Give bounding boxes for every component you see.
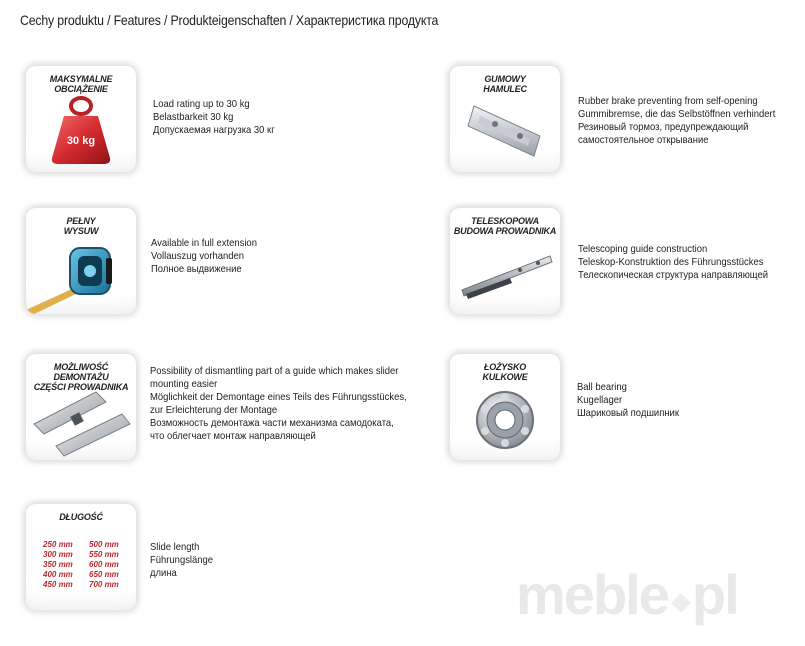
desc-rubber-brake bbox=[578, 95, 775, 147]
dismantle-guide-icon bbox=[26, 384, 136, 460]
desc-line: Rubber brake preventing from self-opening bbox=[578, 95, 758, 107]
desc-ball-bearing bbox=[577, 381, 679, 420]
page-title: Cechy produktu / Features / Produkteigenschaften / Характеристика продукта bbox=[20, 12, 439, 28]
desc-line: Telescoping guide construction bbox=[578, 243, 708, 255]
desc-line: Gummibremse, die das Selbstöffnen verhindert bbox=[578, 108, 776, 120]
desc-line: Possibility of dismantling part of a guide which makes slider bbox=[150, 365, 399, 377]
card-full-extension bbox=[26, 208, 136, 314]
tape-measure-icon bbox=[26, 238, 136, 314]
card-label: MAKSYMALNE OBCIĄŻENIE bbox=[49, 74, 113, 94]
length-size: 400 mm bbox=[43, 570, 73, 579]
desc-max-load bbox=[153, 98, 275, 137]
length-sizes bbox=[43, 540, 133, 590]
rubber-brake-icon bbox=[450, 96, 560, 172]
card-ball-bearing bbox=[450, 354, 560, 460]
desc-line: Teleskop-Konstruktion des Führungsstückes bbox=[578, 256, 764, 268]
card-label: DŁUGOŚĆ bbox=[59, 512, 103, 522]
weight-icon bbox=[26, 96, 136, 172]
desc-line: zur Erleichterung der Montage bbox=[150, 404, 278, 416]
desc-line: Полное выдвижение bbox=[151, 263, 242, 275]
desc-full-extension bbox=[151, 237, 257, 276]
card-label: ŁOŻYSKO KULKOWE bbox=[482, 362, 528, 382]
card-slide-length bbox=[26, 504, 136, 610]
desc-line: Führungslänge bbox=[150, 554, 214, 566]
card-telescopic-guide bbox=[450, 208, 560, 314]
card-label: TELESKOPOWA BUDOWA PROWADNIKA bbox=[453, 216, 557, 236]
meble-pl-watermark bbox=[516, 560, 796, 630]
desc-line: Телескопическая структура направляющей bbox=[578, 269, 769, 281]
weight-badge: 30 kg bbox=[66, 135, 96, 147]
length-size: 300 mm bbox=[43, 550, 73, 559]
watermark-dot-icon bbox=[671, 593, 691, 613]
watermark-right: pl bbox=[691, 563, 738, 626]
desc-line: Belastbarkeit 30 kg bbox=[153, 111, 234, 123]
desc-dismantle-guide bbox=[150, 365, 407, 443]
card-label: GUMOWY HAMULEC bbox=[483, 74, 527, 94]
length-size: 250 mm bbox=[43, 540, 73, 549]
desc-line: Ball bearing bbox=[577, 381, 627, 393]
desc-line: Возможность демонтажа части механизма самодоката, bbox=[150, 417, 394, 429]
desc-telescopic-guide bbox=[578, 243, 768, 282]
desc-line: Допускаемая нагрузка 30 кг bbox=[153, 124, 275, 136]
telescopic-guide-icon bbox=[450, 238, 560, 314]
desc-line: что облегчает монтаж направляющей bbox=[150, 430, 316, 442]
length-size: 650 mm bbox=[89, 570, 119, 579]
desc-line: Available in full extension bbox=[151, 237, 257, 249]
card-max-load bbox=[26, 66, 136, 172]
card-dismantle-guide bbox=[26, 354, 136, 460]
card-rubber-brake bbox=[450, 66, 560, 172]
length-size: 350 mm bbox=[43, 560, 73, 569]
desc-line: Резиновый тормоз, предупреждающий bbox=[578, 121, 749, 133]
desc-line: Vollauszug vorhanden bbox=[151, 250, 245, 262]
length-size: 450 mm bbox=[43, 580, 73, 589]
desc-line: Load rating up to 30 kg bbox=[153, 98, 250, 110]
desc-line: Шариковый подшипник bbox=[577, 407, 679, 419]
desc-line: mounting easier bbox=[150, 378, 218, 390]
length-size: 550 mm bbox=[89, 550, 119, 559]
desc-line: Slide length bbox=[150, 541, 200, 553]
desc-line: Möglichkeit der Demontage eines Teils des Führungsstückes, bbox=[150, 391, 407, 403]
desc-line: самостоятельное открывание bbox=[578, 134, 709, 146]
card-label: PEŁNY WYSUW bbox=[63, 216, 99, 236]
desc-slide-length bbox=[150, 541, 213, 580]
desc-line: Kugellager bbox=[577, 394, 623, 406]
length-size: 700 mm bbox=[89, 580, 119, 589]
ball-bearing-icon bbox=[450, 384, 560, 460]
desc-line: длина bbox=[150, 567, 177, 579]
card-label: MOŻLIWOŚĆ DEMONTAŻU CZĘŚCI PROWADNIKA bbox=[33, 362, 129, 392]
watermark-left: meble bbox=[516, 563, 668, 626]
length-size: 500 mm bbox=[89, 540, 119, 549]
length-size: 600 mm bbox=[89, 560, 119, 569]
